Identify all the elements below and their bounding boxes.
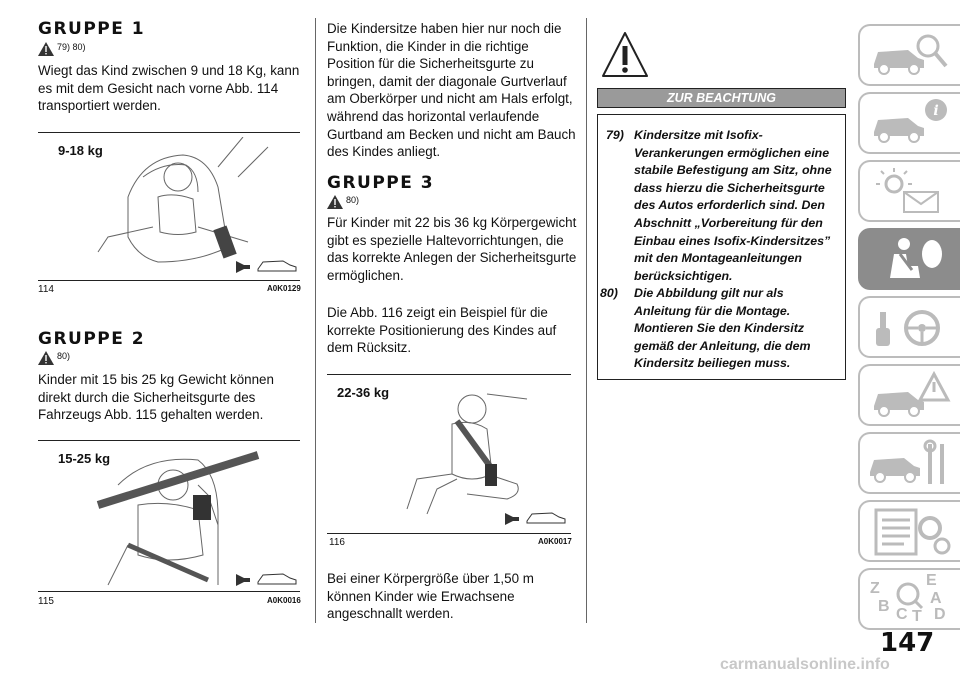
figure-114-code: A0K0129 [267, 284, 301, 293]
figure-116-weight: 22-36 kg [337, 385, 390, 400]
key-steering-icon [860, 298, 960, 356]
figure-114 [38, 132, 300, 281]
note-number: 79) [606, 128, 624, 142]
child-seat-illustration [68, 137, 298, 277]
car-warning-icon [860, 366, 960, 424]
note-text: Die Abbildung gilt nur als Anleitung für die Montage. Montieren Sie den Kindersitz gemäß der Anleitung, die dem Kindersitz beiliegen muss. [634, 286, 811, 371]
car-direction-icon [236, 574, 296, 586]
warning-triangle-icon [38, 42, 54, 56]
gruppe1-text: Wiegt das Kind zwischen 9 und 18 Kg, kann es mit dem Gesicht nach vorne Abb. 114 transportiert werden. [38, 63, 300, 114]
gruppe2-warning-ref [38, 351, 70, 365]
car-search-icon [860, 26, 960, 84]
figure-115 [38, 440, 300, 592]
sidebar-tab-car-warning[interactable] [858, 364, 960, 426]
car-direction-icon [236, 261, 296, 273]
sidebar-tab-car-tools[interactable] [858, 432, 960, 494]
intro-text: Die Kindersitze haben hier nur noch die Funktion, die Kinder in die richtige Position für die Sicherheitsgurte zu bringen, damit der diagonale Gurtverlauf am Oberkörper und nicht am Hals erfolgt, während das horizontal verlaufende Gurtband am Becken und nicht am Bauch des Kindes anliegt. [327, 21, 576, 160]
warning-triangle-icon [38, 351, 54, 365]
warning-triangle-icon [327, 195, 343, 209]
gruppe3-text2: Die Abb. 116 zeigt ein Beispiel für die korrekte Positionierung des Kindes auf dem Rücksitz. [327, 305, 557, 356]
note-number: 80) [600, 286, 618, 300]
specs-list-icon [860, 502, 960, 560]
gruppe1-heading: GRUPPE 1 [38, 19, 146, 39]
figure-114-weight: 9-18 kg [58, 143, 103, 158]
figure-115-code: A0K0016 [267, 596, 301, 605]
outro-text: Bei einer Körpergröße über 1,50 m können Kinder wie Erwachsene angeschnallt werden. [327, 571, 534, 622]
gruppe3-heading: GRUPPE 3 [327, 173, 435, 193]
gruppe3-warning-ref [327, 195, 359, 209]
sidebar-tab-dashboard-lights[interactable] [858, 160, 960, 222]
gruppe2-heading: GRUPPE 2 [38, 329, 146, 349]
figure-115-weight: 15-25 kg [58, 451, 111, 466]
car-info-icon [860, 94, 960, 152]
sidebar-tab-specs-list[interactable] [858, 500, 960, 562]
sidebar-tab-alphabet-index[interactable] [858, 568, 960, 630]
figure-116-number: 116 [329, 537, 345, 548]
gruppe2-refs: 80) [57, 351, 71, 361]
page-number: 147 [880, 628, 935, 658]
sidebar-tab-car-info[interactable] [858, 92, 960, 154]
svg-text:i: i [933, 103, 939, 119]
gruppe1-refs: 79) 80) [57, 42, 86, 52]
figure-116 [327, 374, 571, 534]
airbag-seat-icon [860, 230, 960, 288]
warning-box [597, 114, 846, 380]
gruppe1-warning-ref [38, 42, 86, 56]
car-direction-icon [505, 513, 565, 525]
warning-note-79 [606, 127, 834, 285]
booster-seat-illustration [68, 445, 298, 590]
figure-116-code: A0K0017 [538, 537, 572, 546]
gruppe3-refs: 80) [346, 195, 360, 205]
dashboard-lights-icon [860, 162, 960, 220]
gruppe3-text1: Für Kinder mit 22 bis 36 kg Körpergewicht gibt es spezielle Haltevorrichtungen, die das korrekte Anlegen der Sicherheitsgurte ermöglichen. [327, 215, 577, 283]
rear-seat-child-illustration [357, 379, 567, 529]
figure-114-number: 114 [38, 284, 54, 295]
warning-title: ZUR BEACHTUNG [597, 88, 846, 108]
gruppe2-text: Kinder mit 15 bis 25 kg Gewicht können direkt durch die Sicherheitsgurte des Fahrzeugs Abb. 115 gehalten werden. [38, 372, 274, 423]
sidebar-tab-key-steering[interactable] [858, 296, 960, 358]
sidebar-tab-airbag-seat[interactable] [858, 228, 960, 290]
sidebar-tab-car-search[interactable] [858, 24, 960, 86]
warning-note-80 [600, 285, 834, 373]
warning-exclamation-icon [602, 32, 648, 78]
alphabet-index-icon: Z E A B C T D [870, 572, 946, 625]
column-divider [315, 18, 316, 623]
watermark: carmanualsonline.info [720, 656, 890, 673]
note-text: Kindersitze mit Isofix-Verankerungen ermöglichen eine stabile Befestigung am Sitz, ohne dass hierzu die Sicherheitsgurte des Autos erforderlich sind. Den Abschnitt „Vorbereitung für den Einbau eines Isofix-Kindersitzes” mit den Montageanleitungen berücksichtigen. [634, 128, 832, 283]
figure-115-number: 115 [38, 596, 54, 607]
car-tools-icon [860, 434, 960, 492]
column-divider [586, 18, 587, 623]
